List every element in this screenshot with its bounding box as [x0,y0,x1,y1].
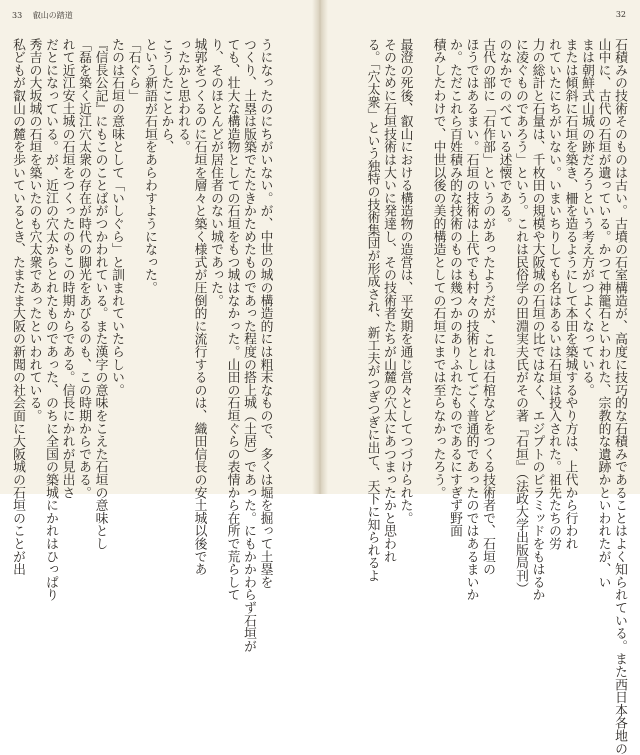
left-page [0,0,318,653]
text-line: り、そのほとんどが居住者のない城であった。 [208,38,223,307]
text-line: まは朝鮮式山城の跡だろうという考え方がつよくなっている。 [579,38,594,397]
text-line: 最澄の死後、叡山における構造物の造営は、平安期を通じ営々としてつづけられた。 [397,38,413,525]
text-line: 山中に、古代の石垣が遺っている。かつて神籠石といわれた、宗教的な遺跡かといわれたが、い [595,38,611,589]
text-line: 力の総計と石量は、千枚田の規模や大阪城の石垣の比ではなく、エジプトのピラミッドをもはるか [529,38,545,602]
left-page-number: 33 [12,11,23,20]
text-line: こうしたことから、 [158,38,174,154]
text-line: うになったのにちがいない。が、中世の城の構造的には粗末なもので、多くは堀を掘って土塁を [257,38,273,589]
left-page-text-block [10,38,273,653]
text-line: 私どもが叡山の麓を歩いているとき、たまたま大阪の新聞の社会面に大阪城の石垣のことが出 [10,38,25,576]
right-page [322,0,640,755]
text-line: か。ただこれら百姓積み的な技術のものは幾つかのありふれたものであるにすぎず野面 [447,38,462,538]
text-line: 積みしたわけで、中世以後の美的構造としての石垣にまでは至らなかったろう。 [430,38,446,499]
text-line: る。「穴太衆」という独特の技術集団が形成され、新工夫がつぎつぎに出て、天下に知られるよ [364,38,380,582]
text-line: ほうではあるまい。石垣の技術は上代でも村々の技術としてごく普通的であったのではあるまいか [463,38,479,602]
right-page-number: 32 [615,10,626,19]
text-line: のなかでのべている述懐である。 [496,38,512,230]
text-line: 城郭をつくるのに石垣を層々と築く様式が圧倒的に流行するのは、織田信長の安土城以後であ [191,38,207,576]
text-line: 石積みの技術そのものは古い。古墳の石室構造が、高度に技巧的な石積みであることはよく知られている。また西日本各地の [612,38,627,755]
text-line: 『信長公記』にもこのことばがつかわれている。また漢字の意味をこえた石垣の意味とし [92,38,108,550]
text-line: に凌ぐものであろう」という。これは民俗学の田淵実夫氏がその著『石垣』（法政大学出版局刊） [513,38,528,595]
text-line: 古代の部に「石作部」というのがあったようだが、これは石棺などをつくる技術者で、石垣の [480,38,495,576]
text-line: 「石ぐら」 [125,38,141,102]
text-line: という新語が石垣をあらわすようになった。 [142,38,157,294]
text-line: れて近江安土城の石垣をつくったのもこの時期からである。信長にかれが見出さ [59,38,75,499]
right-page-text-block [364,38,627,755]
text-line: たのは石垣の意味として「いしぐら」と訓まれていたらしい。 [109,38,124,397]
text-line: 「磊を築く近江穴太衆の存在が時代の脚光をあびるのも、この時期からである。 [76,38,91,499]
left-page-header [12,10,73,21]
paragraph-break [414,38,428,478]
text-line: れていたにちがいない。いまいちりしても名はあるいは石垣は投入された。祖先たちの労 [546,38,561,550]
text-line: ったかと思われる。 [175,38,190,154]
text-line: または傾斜に石垣を築き、柵を造るようにして本田を築城するやり方は、上代から行われ [562,38,578,550]
running-head: 叡山の踏道 [32,11,73,20]
text-line: だとになっている。が、近江の穴太からとれたものであった、のちに全国の築城にかれはひっぱり [43,38,58,602]
text-line: ても、壮大な構造物としての石垣をもつ城はなかった。山田の石垣ぐらの表情から在所で荒らして [224,38,240,602]
text-line: そのために石垣技術は大いに発達し、その技術者たちが山麓の穴太にあつまったかと思われ [381,38,396,563]
book-gutter [312,0,328,494]
text-line: 秀吉の大坂城の石垣を築いたのも穴太衆であったといわれている。 [26,38,42,422]
text-line: つくり、土塁は版築でたたきかためたものであった程度の搭上城（土居）であった。にもかかわらず石垣が [241,38,256,653]
